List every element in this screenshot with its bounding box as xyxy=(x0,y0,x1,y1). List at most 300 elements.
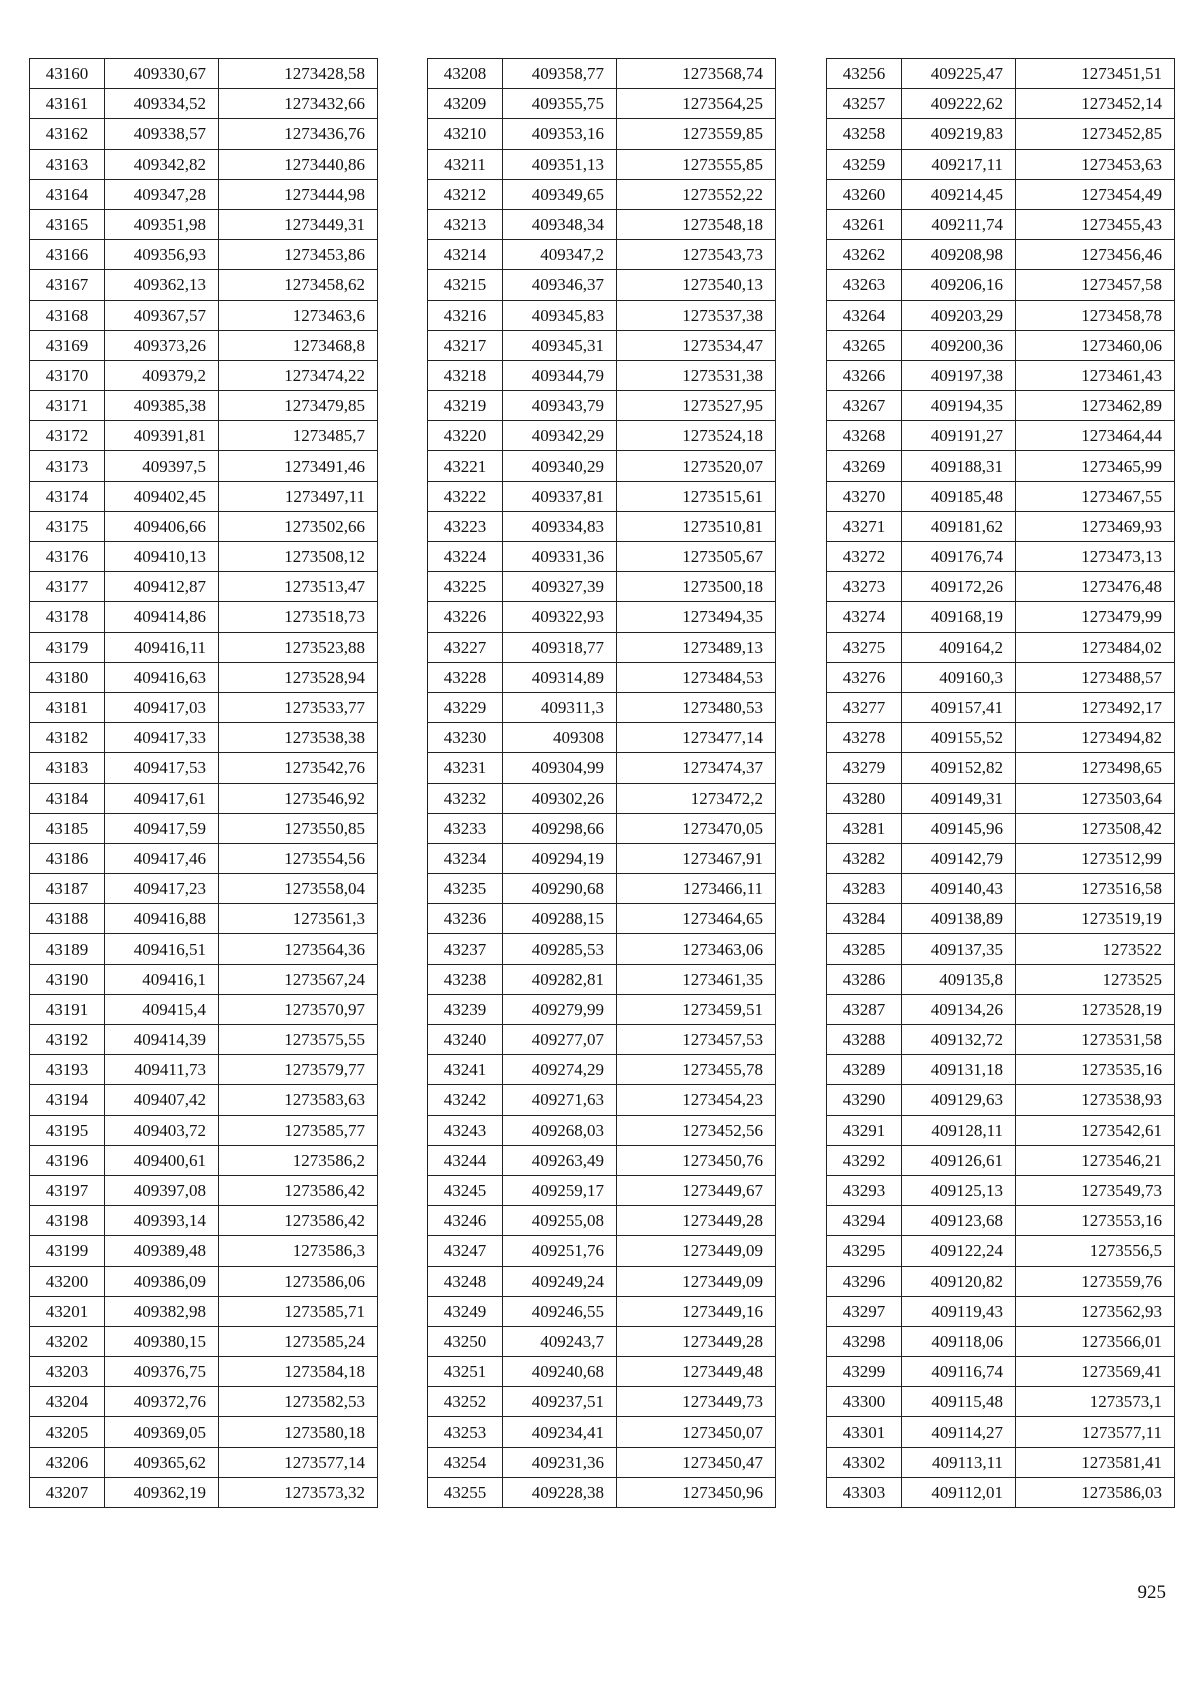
x-coordinate-cell: 409355,75 xyxy=(503,89,617,119)
point-id-cell: 43192 xyxy=(30,1025,105,1055)
coordinate-table-3 xyxy=(826,58,1175,1508)
x-coordinate-cell: 409376,75 xyxy=(105,1357,219,1387)
y-coordinate-cell: 1273520,07 xyxy=(617,451,776,481)
point-id-cell: 43214 xyxy=(428,240,503,270)
y-coordinate-cell: 1273562,93 xyxy=(1016,1296,1175,1326)
x-coordinate-cell: 409237,51 xyxy=(503,1387,617,1417)
y-coordinate-cell: 1273456,46 xyxy=(1016,240,1175,270)
y-coordinate-cell: 1273449,67 xyxy=(617,1175,776,1205)
point-id-cell: 43296 xyxy=(827,1266,902,1296)
point-id-cell: 43299 xyxy=(827,1357,902,1387)
y-coordinate-cell: 1273457,53 xyxy=(617,1025,776,1055)
y-coordinate-cell: 1273449,09 xyxy=(617,1236,776,1266)
point-id-cell: 43288 xyxy=(827,1025,902,1055)
table-row xyxy=(827,1387,1175,1417)
point-id-cell: 43199 xyxy=(30,1236,105,1266)
table-row xyxy=(827,1417,1175,1447)
table-row xyxy=(30,481,378,511)
table-row xyxy=(827,89,1175,119)
y-coordinate-cell: 1273479,85 xyxy=(219,391,378,421)
point-id-cell: 43163 xyxy=(30,149,105,179)
x-coordinate-cell: 409249,24 xyxy=(503,1266,617,1296)
y-coordinate-cell: 1273548,18 xyxy=(617,209,776,239)
x-coordinate-cell: 409197,38 xyxy=(902,360,1016,390)
point-id-cell: 43213 xyxy=(428,209,503,239)
y-coordinate-cell: 1273528,19 xyxy=(1016,994,1175,1024)
x-coordinate-cell: 409331,36 xyxy=(503,542,617,572)
x-coordinate-cell: 409138,89 xyxy=(902,904,1016,934)
table-row xyxy=(30,753,378,783)
x-coordinate-cell: 409255,08 xyxy=(503,1206,617,1236)
point-id-cell: 43297 xyxy=(827,1296,902,1326)
table-row xyxy=(30,421,378,451)
x-coordinate-cell: 409285,53 xyxy=(503,934,617,964)
point-id-cell: 43224 xyxy=(428,542,503,572)
y-coordinate-cell: 1273568,74 xyxy=(617,59,776,89)
table-row xyxy=(827,843,1175,873)
x-coordinate-cell: 409279,99 xyxy=(503,994,617,1024)
point-id-cell: 43241 xyxy=(428,1055,503,1085)
x-coordinate-cell: 409412,87 xyxy=(105,572,219,602)
table-row xyxy=(827,602,1175,632)
table-row xyxy=(30,1055,378,1085)
x-coordinate-cell: 409416,1 xyxy=(105,964,219,994)
y-coordinate-cell: 1273455,78 xyxy=(617,1055,776,1085)
point-id-cell: 43239 xyxy=(428,994,503,1024)
point-id-cell: 43258 xyxy=(827,119,902,149)
x-coordinate-cell: 409126,61 xyxy=(902,1145,1016,1175)
table-row xyxy=(30,1387,378,1417)
y-coordinate-cell: 1273489,13 xyxy=(617,632,776,662)
point-id-cell: 43246 xyxy=(428,1206,503,1236)
point-id-cell: 43166 xyxy=(30,240,105,270)
point-id-cell: 43190 xyxy=(30,964,105,994)
point-id-cell: 43257 xyxy=(827,89,902,119)
table-row xyxy=(428,240,776,270)
table-row xyxy=(827,300,1175,330)
y-coordinate-cell: 1273581,41 xyxy=(1016,1447,1175,1477)
point-id-cell: 43174 xyxy=(30,481,105,511)
point-id-cell: 43169 xyxy=(30,330,105,360)
x-coordinate-cell: 409274,29 xyxy=(503,1055,617,1085)
x-coordinate-cell: 409362,19 xyxy=(105,1477,219,1507)
y-coordinate-cell: 1273458,78 xyxy=(1016,300,1175,330)
point-id-cell: 43223 xyxy=(428,511,503,541)
table-row xyxy=(30,1025,378,1055)
x-coordinate-cell: 409365,62 xyxy=(105,1447,219,1477)
x-coordinate-cell: 409203,29 xyxy=(902,300,1016,330)
x-coordinate-cell: 409129,63 xyxy=(902,1085,1016,1115)
x-coordinate-cell: 409114,27 xyxy=(902,1417,1016,1447)
x-coordinate-cell: 409407,42 xyxy=(105,1085,219,1115)
x-coordinate-cell: 409417,03 xyxy=(105,692,219,722)
x-coordinate-cell: 409403,72 xyxy=(105,1115,219,1145)
y-coordinate-cell: 1273559,85 xyxy=(617,119,776,149)
y-coordinate-cell: 1273523,88 xyxy=(219,632,378,662)
point-id-cell: 43206 xyxy=(30,1447,105,1477)
table-row xyxy=(428,904,776,934)
x-coordinate-cell: 409349,65 xyxy=(503,179,617,209)
x-coordinate-cell: 409112,01 xyxy=(902,1477,1016,1507)
table-row xyxy=(428,1055,776,1085)
table-row xyxy=(30,662,378,692)
y-coordinate-cell: 1273546,92 xyxy=(219,783,378,813)
x-coordinate-cell: 409397,5 xyxy=(105,451,219,481)
table-row xyxy=(428,149,776,179)
table-row xyxy=(428,1477,776,1507)
point-id-cell: 43217 xyxy=(428,330,503,360)
y-coordinate-cell: 1273586,2 xyxy=(219,1145,378,1175)
table-row xyxy=(827,451,1175,481)
point-id-cell: 43202 xyxy=(30,1326,105,1356)
x-coordinate-cell: 409217,11 xyxy=(902,149,1016,179)
table-row xyxy=(827,542,1175,572)
x-coordinate-cell: 409415,4 xyxy=(105,994,219,1024)
table-row xyxy=(30,300,378,330)
x-coordinate-cell: 409416,11 xyxy=(105,632,219,662)
y-coordinate-cell: 1273508,42 xyxy=(1016,813,1175,843)
y-coordinate-cell: 1273474,22 xyxy=(219,360,378,390)
y-coordinate-cell: 1273586,3 xyxy=(219,1236,378,1266)
y-coordinate-cell: 1273531,38 xyxy=(617,360,776,390)
y-coordinate-cell: 1273524,18 xyxy=(617,421,776,451)
point-id-cell: 43284 xyxy=(827,904,902,934)
table-row xyxy=(827,209,1175,239)
point-id-cell: 43254 xyxy=(428,1447,503,1477)
point-id-cell: 43175 xyxy=(30,511,105,541)
point-id-cell: 43211 xyxy=(428,149,503,179)
y-coordinate-cell: 1273476,48 xyxy=(1016,572,1175,602)
y-coordinate-cell: 1273573,32 xyxy=(219,1477,378,1507)
point-id-cell: 43235 xyxy=(428,874,503,904)
x-coordinate-cell: 409386,09 xyxy=(105,1266,219,1296)
y-coordinate-cell: 1273457,58 xyxy=(1016,270,1175,300)
point-id-cell: 43195 xyxy=(30,1115,105,1145)
y-coordinate-cell: 1273428,58 xyxy=(219,59,378,89)
x-coordinate-cell: 409417,61 xyxy=(105,783,219,813)
x-coordinate-cell: 409214,45 xyxy=(902,179,1016,209)
point-id-cell: 43178 xyxy=(30,602,105,632)
x-coordinate-cell: 409118,06 xyxy=(902,1326,1016,1356)
x-coordinate-cell: 409348,34 xyxy=(503,209,617,239)
point-id-cell: 43272 xyxy=(827,542,902,572)
y-coordinate-cell: 1273534,47 xyxy=(617,330,776,360)
point-id-cell: 43219 xyxy=(428,391,503,421)
x-coordinate-cell: 409393,14 xyxy=(105,1206,219,1236)
y-coordinate-cell: 1273470,05 xyxy=(617,813,776,843)
table-row xyxy=(30,1236,378,1266)
y-coordinate-cell: 1273449,09 xyxy=(617,1266,776,1296)
point-id-cell: 43176 xyxy=(30,542,105,572)
y-coordinate-cell: 1273531,58 xyxy=(1016,1025,1175,1055)
y-coordinate-cell: 1273516,58 xyxy=(1016,874,1175,904)
point-id-cell: 43259 xyxy=(827,149,902,179)
point-id-cell: 43271 xyxy=(827,511,902,541)
x-coordinate-cell: 409132,72 xyxy=(902,1025,1016,1055)
table-row xyxy=(827,360,1175,390)
table-row xyxy=(30,602,378,632)
y-coordinate-cell: 1273454,23 xyxy=(617,1085,776,1115)
point-id-cell: 43292 xyxy=(827,1145,902,1175)
y-coordinate-cell: 1273444,98 xyxy=(219,179,378,209)
y-coordinate-cell: 1273586,42 xyxy=(219,1175,378,1205)
point-id-cell: 43193 xyxy=(30,1055,105,1085)
point-id-cell: 43291 xyxy=(827,1115,902,1145)
table-row xyxy=(428,723,776,753)
x-coordinate-cell: 409115,48 xyxy=(902,1387,1016,1417)
y-coordinate-cell: 1273464,65 xyxy=(617,904,776,934)
y-coordinate-cell: 1273586,06 xyxy=(219,1266,378,1296)
point-id-cell: 43160 xyxy=(30,59,105,89)
point-id-cell: 43181 xyxy=(30,692,105,722)
table-row xyxy=(827,1236,1175,1266)
table-row xyxy=(30,1266,378,1296)
point-id-cell: 43278 xyxy=(827,723,902,753)
table-row xyxy=(30,1357,378,1387)
point-id-cell: 43255 xyxy=(428,1477,503,1507)
y-coordinate-cell: 1273567,24 xyxy=(219,964,378,994)
y-coordinate-cell: 1273585,24 xyxy=(219,1326,378,1356)
table-row xyxy=(428,360,776,390)
point-id-cell: 43184 xyxy=(30,783,105,813)
y-coordinate-cell: 1273550,85 xyxy=(219,813,378,843)
y-coordinate-cell: 1273494,82 xyxy=(1016,723,1175,753)
point-id-cell: 43220 xyxy=(428,421,503,451)
table-row xyxy=(30,179,378,209)
table-row xyxy=(30,1447,378,1477)
x-coordinate-cell: 409164,2 xyxy=(902,632,1016,662)
y-coordinate-cell: 1273474,37 xyxy=(617,753,776,783)
table-row xyxy=(827,1357,1175,1387)
point-id-cell: 43300 xyxy=(827,1387,902,1417)
x-coordinate-cell: 409385,38 xyxy=(105,391,219,421)
table-row xyxy=(30,1206,378,1236)
point-id-cell: 43240 xyxy=(428,1025,503,1055)
table-row xyxy=(30,1115,378,1145)
point-id-cell: 43238 xyxy=(428,964,503,994)
y-coordinate-cell: 1273540,13 xyxy=(617,270,776,300)
y-coordinate-cell: 1273502,66 xyxy=(219,511,378,541)
point-id-cell: 43262 xyxy=(827,240,902,270)
y-coordinate-cell: 1273525 xyxy=(1016,964,1175,994)
table-row xyxy=(30,783,378,813)
y-coordinate-cell: 1273582,53 xyxy=(219,1387,378,1417)
x-coordinate-cell: 409155,52 xyxy=(902,723,1016,753)
x-coordinate-cell: 409120,82 xyxy=(902,1266,1016,1296)
point-id-cell: 43189 xyxy=(30,934,105,964)
point-id-cell: 43165 xyxy=(30,209,105,239)
table-row xyxy=(428,1145,776,1175)
x-coordinate-cell: 409181,62 xyxy=(902,511,1016,541)
table-row xyxy=(428,783,776,813)
y-coordinate-cell: 1273527,95 xyxy=(617,391,776,421)
point-id-cell: 43191 xyxy=(30,994,105,1024)
point-id-cell: 43171 xyxy=(30,391,105,421)
point-id-cell: 43186 xyxy=(30,843,105,873)
table-row xyxy=(428,1115,776,1145)
x-coordinate-cell: 409259,17 xyxy=(503,1175,617,1205)
x-coordinate-cell: 409298,66 xyxy=(503,813,617,843)
table-row xyxy=(428,662,776,692)
y-coordinate-cell: 1273522 xyxy=(1016,934,1175,964)
x-coordinate-cell: 409358,77 xyxy=(503,59,617,89)
point-id-cell: 43172 xyxy=(30,421,105,451)
y-coordinate-cell: 1273480,53 xyxy=(617,692,776,722)
y-coordinate-cell: 1273580,18 xyxy=(219,1417,378,1447)
point-id-cell: 43234 xyxy=(428,843,503,873)
table-row xyxy=(827,149,1175,179)
y-coordinate-cell: 1273460,06 xyxy=(1016,330,1175,360)
y-coordinate-cell: 1273449,28 xyxy=(617,1206,776,1236)
y-coordinate-cell: 1273492,17 xyxy=(1016,692,1175,722)
point-id-cell: 43247 xyxy=(428,1236,503,1266)
point-id-cell: 43185 xyxy=(30,813,105,843)
x-coordinate-cell: 409228,38 xyxy=(503,1477,617,1507)
x-coordinate-cell: 409346,37 xyxy=(503,270,617,300)
table-row xyxy=(428,1266,776,1296)
point-id-cell: 43298 xyxy=(827,1326,902,1356)
y-coordinate-cell: 1273561,3 xyxy=(219,904,378,934)
x-coordinate-cell: 409142,79 xyxy=(902,843,1016,873)
x-coordinate-cell: 409340,29 xyxy=(503,451,617,481)
point-id-cell: 43200 xyxy=(30,1266,105,1296)
table-row xyxy=(30,1145,378,1175)
point-id-cell: 43162 xyxy=(30,119,105,149)
point-id-cell: 43282 xyxy=(827,843,902,873)
x-coordinate-cell: 409334,83 xyxy=(503,511,617,541)
y-coordinate-cell: 1273463,06 xyxy=(617,934,776,964)
y-coordinate-cell: 1273449,16 xyxy=(617,1296,776,1326)
table-row xyxy=(428,813,776,843)
y-coordinate-cell: 1273512,99 xyxy=(1016,843,1175,873)
point-id-cell: 43180 xyxy=(30,662,105,692)
x-coordinate-cell: 409128,11 xyxy=(902,1115,1016,1145)
point-id-cell: 43221 xyxy=(428,451,503,481)
point-id-cell: 43168 xyxy=(30,300,105,330)
point-id-cell: 43198 xyxy=(30,1206,105,1236)
x-coordinate-cell: 409397,08 xyxy=(105,1175,219,1205)
point-id-cell: 43196 xyxy=(30,1145,105,1175)
y-coordinate-cell: 1273465,99 xyxy=(1016,451,1175,481)
point-id-cell: 43237 xyxy=(428,934,503,964)
point-id-cell: 43286 xyxy=(827,964,902,994)
table-row xyxy=(30,1477,378,1507)
y-coordinate-cell: 1273491,46 xyxy=(219,451,378,481)
point-id-cell: 43170 xyxy=(30,360,105,390)
y-coordinate-cell: 1273577,11 xyxy=(1016,1417,1175,1447)
point-id-cell: 43182 xyxy=(30,723,105,753)
x-coordinate-cell: 409345,83 xyxy=(503,300,617,330)
table-row xyxy=(30,59,378,89)
point-id-cell: 43289 xyxy=(827,1055,902,1085)
y-coordinate-cell: 1273555,85 xyxy=(617,149,776,179)
y-coordinate-cell: 1273505,67 xyxy=(617,542,776,572)
x-coordinate-cell: 409168,19 xyxy=(902,602,1016,632)
y-coordinate-cell: 1273577,14 xyxy=(219,1447,378,1477)
x-coordinate-cell: 409372,76 xyxy=(105,1387,219,1417)
point-id-cell: 43188 xyxy=(30,904,105,934)
y-coordinate-cell: 1273537,38 xyxy=(617,300,776,330)
x-coordinate-cell: 409222,62 xyxy=(902,89,1016,119)
y-coordinate-cell: 1273453,86 xyxy=(219,240,378,270)
table-row xyxy=(827,692,1175,722)
coordinate-table-1 xyxy=(29,58,378,1508)
x-coordinate-cell: 409137,35 xyxy=(902,934,1016,964)
table-row xyxy=(827,1296,1175,1326)
y-coordinate-cell: 1273515,61 xyxy=(617,481,776,511)
table-row xyxy=(30,270,378,300)
y-coordinate-cell: 1273450,07 xyxy=(617,1417,776,1447)
table-row xyxy=(428,542,776,572)
table-row xyxy=(30,723,378,753)
x-coordinate-cell: 409157,41 xyxy=(902,692,1016,722)
x-coordinate-cell: 409191,27 xyxy=(902,421,1016,451)
y-coordinate-cell: 1273449,31 xyxy=(219,209,378,239)
table-row xyxy=(827,511,1175,541)
y-coordinate-cell: 1273459,51 xyxy=(617,994,776,1024)
x-coordinate-cell: 409251,76 xyxy=(503,1236,617,1266)
x-coordinate-cell: 409263,49 xyxy=(503,1145,617,1175)
table-row xyxy=(30,209,378,239)
x-coordinate-cell: 409347,28 xyxy=(105,179,219,209)
x-coordinate-cell: 409243,7 xyxy=(503,1326,617,1356)
x-coordinate-cell: 409417,33 xyxy=(105,723,219,753)
point-id-cell: 43212 xyxy=(428,179,503,209)
table-row xyxy=(827,481,1175,511)
x-coordinate-cell: 409172,26 xyxy=(902,572,1016,602)
x-coordinate-cell: 409356,93 xyxy=(105,240,219,270)
x-coordinate-cell: 409369,05 xyxy=(105,1417,219,1447)
point-id-cell: 43276 xyxy=(827,662,902,692)
x-coordinate-cell: 409406,66 xyxy=(105,511,219,541)
y-coordinate-cell: 1273579,77 xyxy=(219,1055,378,1085)
x-coordinate-cell: 409208,98 xyxy=(902,240,1016,270)
y-coordinate-cell: 1273583,63 xyxy=(219,1085,378,1115)
table-row xyxy=(30,391,378,421)
point-id-cell: 43248 xyxy=(428,1266,503,1296)
point-id-cell: 43266 xyxy=(827,360,902,390)
table-row xyxy=(827,1175,1175,1205)
y-coordinate-cell: 1273436,76 xyxy=(219,119,378,149)
point-id-cell: 43303 xyxy=(827,1477,902,1507)
y-coordinate-cell: 1273508,12 xyxy=(219,542,378,572)
table-row xyxy=(428,1025,776,1055)
x-coordinate-cell: 409116,74 xyxy=(902,1357,1016,1387)
point-id-cell: 43302 xyxy=(827,1447,902,1477)
table-row xyxy=(827,1025,1175,1055)
y-coordinate-cell: 1273479,99 xyxy=(1016,602,1175,632)
y-coordinate-cell: 1273467,91 xyxy=(617,843,776,873)
x-coordinate-cell: 409277,07 xyxy=(503,1025,617,1055)
table-row xyxy=(30,964,378,994)
point-id-cell: 43227 xyxy=(428,632,503,662)
point-id-cell: 43277 xyxy=(827,692,902,722)
point-id-cell: 43261 xyxy=(827,209,902,239)
x-coordinate-cell: 409416,88 xyxy=(105,904,219,934)
y-coordinate-cell: 1273575,55 xyxy=(219,1025,378,1055)
point-id-cell: 43301 xyxy=(827,1417,902,1447)
table-row xyxy=(428,632,776,662)
table-row xyxy=(428,451,776,481)
point-id-cell: 43242 xyxy=(428,1085,503,1115)
table-row xyxy=(30,240,378,270)
y-coordinate-cell: 1273503,64 xyxy=(1016,783,1175,813)
y-coordinate-cell: 1273455,43 xyxy=(1016,209,1175,239)
table-row xyxy=(827,1055,1175,1085)
x-coordinate-cell: 409379,2 xyxy=(105,360,219,390)
table-row xyxy=(827,391,1175,421)
x-coordinate-cell: 409271,63 xyxy=(503,1085,617,1115)
